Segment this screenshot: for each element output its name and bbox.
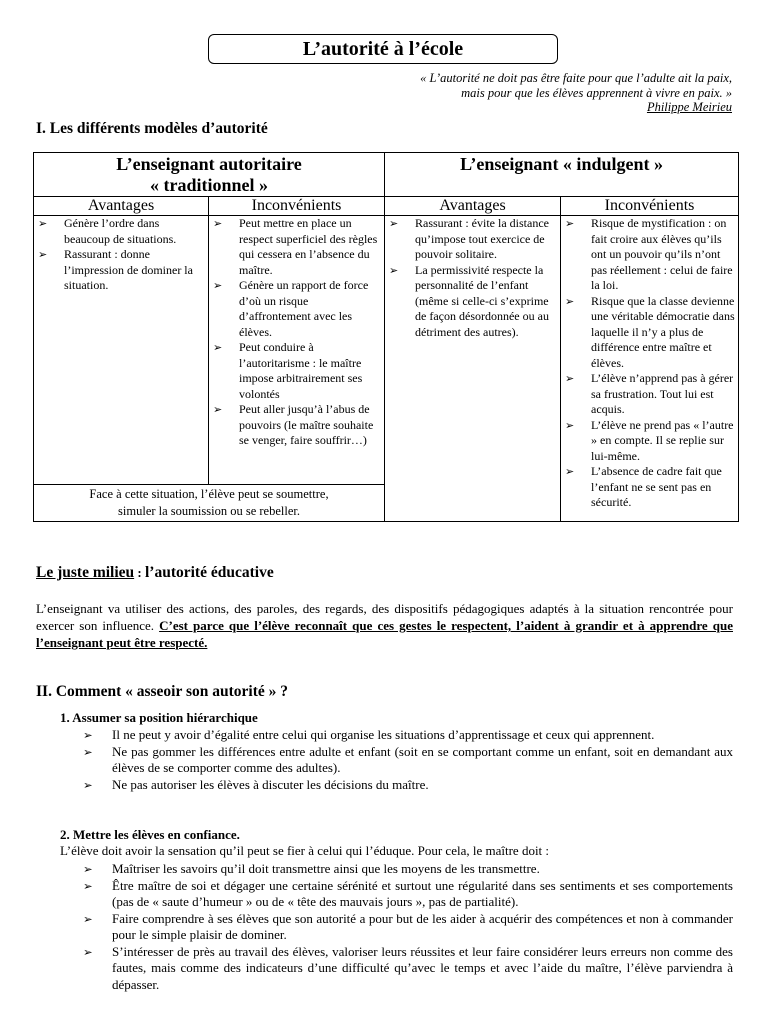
auth-inconvenients-header: Inconvénients bbox=[209, 197, 385, 216]
authority-models-table bbox=[33, 152, 739, 522]
section-1-heading: I. Les différents modèles d’autorité bbox=[36, 120, 268, 137]
paragraph-emphasis-text: C’est parce que l’élève reconnaît que ces gestes le respectent, l’aident à grandir et à apprendre que l’enseignant peut être respecté. bbox=[36, 618, 733, 650]
list-item: ➢ Peut mettre en place un respect superficiel des règles qui cessera en l’absence du maître. bbox=[239, 216, 382, 278]
subsection-2-list bbox=[112, 861, 733, 993]
indulgent-teacher-header: L’enseignant « indulgent » bbox=[385, 153, 739, 197]
auth-avantages-list bbox=[34, 216, 208, 294]
indul-inconvenients-header: Inconvénients bbox=[561, 197, 739, 216]
juste-milieu-separator: : bbox=[134, 565, 145, 580]
quote-line-1: « L’autorité ne doit pas être faite pour que l’adulte ait la paix, bbox=[420, 71, 732, 85]
list-item: ➢ Ne pas gommer les différences entre adulte et enfant (soit en se comportant comme un enfant, soit en demandant aux élèves de se comporter comme des adultes). bbox=[112, 744, 733, 777]
quote-author: Philippe Meirieu bbox=[646, 100, 732, 114]
list-item: ➢ Peut conduire à l’autoritarisme : le maître impose arbitrairement ses volontés bbox=[239, 340, 382, 402]
authoritarian-teacher-header bbox=[34, 153, 385, 197]
quote-line-2: mais pour que les élèves apprennent à vivre en paix. » bbox=[461, 85, 732, 100]
juste-milieu-rest: l’autorité éducative bbox=[145, 564, 274, 581]
juste-milieu-label: Le juste milieu bbox=[36, 564, 135, 581]
indul-avantages-list bbox=[385, 216, 560, 340]
list-item: ➢ La permissivité respecte la personnalité de l’enfant (même si celle-ci s’exprime de façon désordonnée ou au détriment des autres). bbox=[415, 263, 558, 341]
list-item: ➢ Maîtriser les savoirs qu’il doit transmettre ainsi que les moyens de les transmettre. bbox=[112, 861, 733, 878]
list-item: ➢ Génère un rapport de force d’où un risque d’affrontement avec les élèves. bbox=[239, 278, 382, 340]
authoritarian-header-line-1: L’enseignant autoritaire bbox=[116, 154, 302, 174]
list-item: ➢ Génère l’ordre dans beaucoup de situations. bbox=[64, 216, 206, 247]
list-item: ➢ Rassurant : évite la distance qu’impose tout exercice de pouvoir solitaire. bbox=[415, 216, 558, 263]
section-2-heading: II. Comment « asseoir son autorité » ? bbox=[36, 683, 289, 700]
subsection-1-heading: 1. Assumer sa position hiérarchique bbox=[60, 710, 258, 725]
list-item: ➢ Faire comprendre à ses élèves que son autorité a pour but de les aider à acquérir des compétences et non à commander pour le simple plaisir de dominer. bbox=[112, 911, 733, 944]
indul-avantages-header: Avantages bbox=[385, 197, 561, 216]
list-item: ➢ Risque que la classe devienne une véritable démocratie dans laquelle il n’y a plus de différence entre maître et élèves. bbox=[591, 294, 736, 372]
juste-milieu-heading bbox=[36, 565, 274, 581]
indul-inconvenients-list bbox=[561, 216, 738, 511]
subsection-2-heading: 2. Mettre les élèves en confiance. bbox=[60, 827, 240, 842]
list-item: ➢ Rassurant : donne l’impression de dominer la situation. bbox=[64, 247, 206, 294]
list-item: ➢ L’élève ne prend pas « l’autre » en compte. Il se replie sur lui-même. bbox=[591, 418, 736, 465]
list-item: ➢ Ne pas autoriser les élèves à discuter les décisions du maître. bbox=[112, 777, 733, 794]
subsection-1-list bbox=[112, 727, 733, 793]
summary-line-1: Face à cette situation, l’élève peut se soumettre, bbox=[89, 487, 329, 501]
student-reaction-summary bbox=[34, 485, 385, 522]
summary-line-2: simuler la soumission ou se rebeller. bbox=[118, 504, 300, 518]
list-item: ➢ L’élève n’apprend pas à gérer sa frustration. Tout lui est acquis. bbox=[591, 371, 736, 418]
juste-milieu-paragraph bbox=[36, 600, 733, 651]
epigraph-quote bbox=[420, 71, 732, 115]
list-item: ➢ S’intéresser de près au travail des élèves, valoriser leurs réussites et leur faire considérer leurs erreurs non comme des fautes, mais comme des indicateurs d’une difficulté qu’avec le temps et avec l’aide du maître, l’élève parviendra à dépasser. bbox=[112, 944, 733, 994]
list-item: ➢ Peut aller jusqu’à l’abus de pouvoirs (le maître souhaite se venger, faire souffrir…) bbox=[239, 402, 382, 449]
page-title: L’autorité à l’école bbox=[208, 34, 558, 64]
indul-avantages-cell bbox=[385, 216, 561, 522]
paragraph-plain-text: L’enseignant va utiliser des actions, des paroles, des regards, des dispositifs pédagogiques adaptés à la situation rencontrée pour exercer son influence. bbox=[36, 601, 733, 633]
auth-avantages-cell bbox=[34, 216, 209, 485]
list-item: ➢ Être maître de soi et dégager une certaine sérénité et surtout une régularité dans ses sentiments et ses comportements (pas de « saute d’humeur » ou de « tête des mauvais jours », pas de partialité). bbox=[112, 878, 733, 911]
authoritarian-header-line-2: « traditionnel » bbox=[150, 175, 269, 195]
auth-inconvenients-list bbox=[209, 216, 384, 449]
subsection-2-lead: L’élève doit avoir la sensation qu’il peut se fier à celui qui l’éduque. Pour cela, le maître doit : bbox=[60, 843, 550, 858]
list-item: ➢ L’absence de cadre fait que l’enfant ne se sent pas en sécurité. bbox=[591, 464, 736, 511]
indul-inconvenients-cell bbox=[561, 216, 739, 522]
auth-avantages-header: Avantages bbox=[34, 197, 209, 216]
auth-inconvenients-cell bbox=[209, 216, 385, 485]
list-item: ➢ Risque de mystification : on fait croire aux élèves qu’ils ont un pouvoir qu’ils n’ont pas réellement : celui de faire la loi. bbox=[591, 216, 736, 294]
list-item: ➢ Il ne peut y avoir d’égalité entre celui qui organise les situations d’apprentissage et ceux qui apprennent. bbox=[112, 727, 733, 744]
